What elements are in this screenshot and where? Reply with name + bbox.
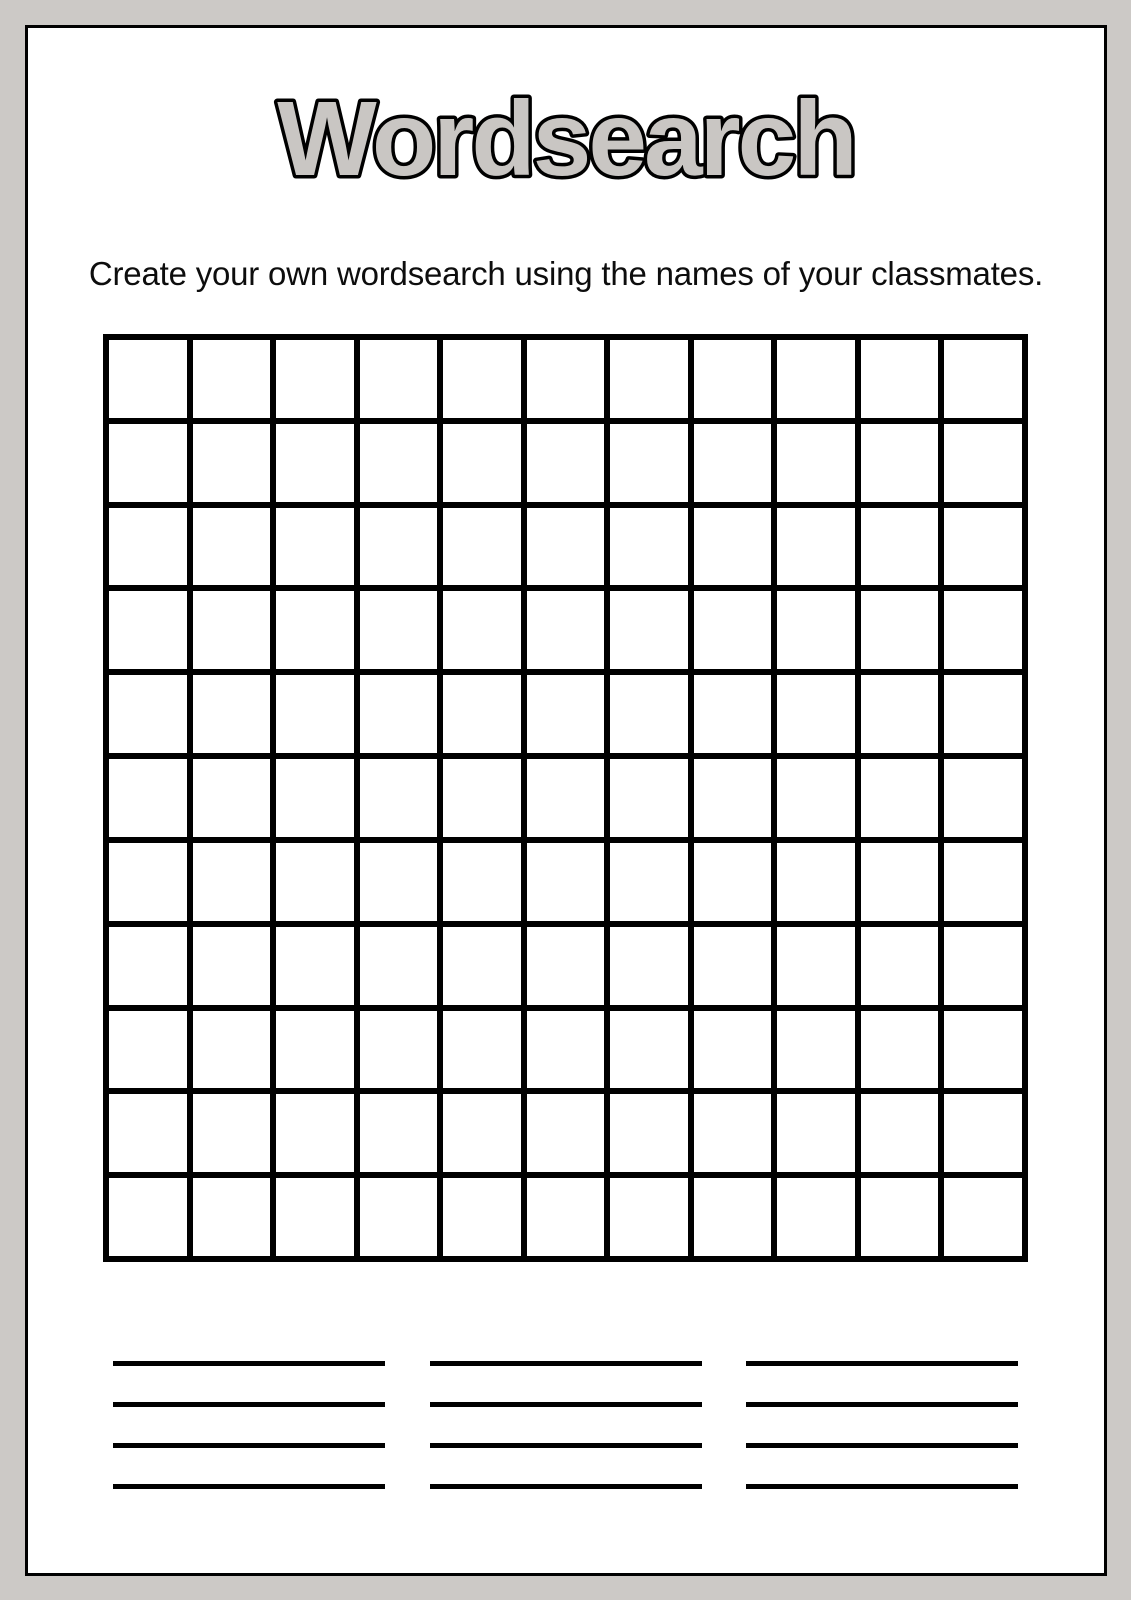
grid-cell <box>777 675 855 753</box>
answer-line-column <box>746 1361 1018 1489</box>
grid-cell <box>527 843 605 921</box>
grid-cell <box>276 675 354 753</box>
grid-cell <box>777 508 855 586</box>
answer-line <box>746 1402 1018 1407</box>
grid-cell <box>694 843 772 921</box>
answer-lines-section <box>113 1361 1018 1489</box>
grid-cell <box>109 759 187 837</box>
grid-cell <box>443 843 521 921</box>
grid-cell <box>944 508 1022 586</box>
grid-cell <box>360 424 438 502</box>
answer-line <box>113 1361 385 1366</box>
grid-cell <box>443 1094 521 1172</box>
grid-cell <box>694 1094 772 1172</box>
answer-line <box>113 1402 385 1407</box>
grid-cell <box>610 340 688 418</box>
grid-cell <box>694 340 772 418</box>
grid-cell <box>276 424 354 502</box>
grid-cell <box>527 759 605 837</box>
grid-cell <box>443 927 521 1005</box>
grid-cell <box>109 591 187 669</box>
grid-cell <box>694 591 772 669</box>
grid-cell <box>193 1178 271 1256</box>
grid-cell <box>276 508 354 586</box>
grid-cell <box>360 759 438 837</box>
grid-cell <box>109 424 187 502</box>
worksheet-page <box>25 25 1107 1576</box>
grid-cell <box>610 591 688 669</box>
grid-cell <box>276 1178 354 1256</box>
grid-cell <box>193 1094 271 1172</box>
grid-cell <box>527 1094 605 1172</box>
grid-cell <box>777 759 855 837</box>
grid-cell <box>527 340 605 418</box>
grid-cell <box>193 843 271 921</box>
grid-cell <box>944 1011 1022 1089</box>
grid-cell <box>193 340 271 418</box>
grid-cell <box>443 424 521 502</box>
grid-cell <box>360 340 438 418</box>
grid-cell <box>443 340 521 418</box>
grid-cell <box>694 1011 772 1089</box>
grid-cell <box>861 1178 939 1256</box>
grid-cell <box>861 927 939 1005</box>
grid-cell <box>777 424 855 502</box>
grid-cell <box>276 1094 354 1172</box>
grid-cell <box>861 759 939 837</box>
grid-cell <box>527 675 605 753</box>
grid-cell <box>527 424 605 502</box>
grid-cell <box>694 759 772 837</box>
grid-cell <box>360 927 438 1005</box>
grid-cell <box>694 424 772 502</box>
grid-cell <box>861 843 939 921</box>
grid-cell <box>193 675 271 753</box>
grid-cell <box>610 508 688 586</box>
grid-cell <box>360 1011 438 1089</box>
answer-line <box>113 1484 385 1489</box>
grid-cell <box>360 843 438 921</box>
grid-cell <box>777 1178 855 1256</box>
grid-cell <box>443 591 521 669</box>
grid-cell <box>610 759 688 837</box>
grid-cell <box>443 1178 521 1256</box>
answer-line <box>430 1443 702 1448</box>
grid-cell <box>527 927 605 1005</box>
grid-cell <box>944 927 1022 1005</box>
wordsearch-grid <box>103 334 1028 1262</box>
grid-cell <box>443 675 521 753</box>
grid-cell <box>777 1094 855 1172</box>
grid-cell <box>944 591 1022 669</box>
answer-line <box>430 1484 702 1489</box>
instruction-text: Create your own wordsearch using the names of your classmates. <box>88 255 1044 292</box>
grid-cell <box>610 1178 688 1256</box>
grid-cell <box>109 508 187 586</box>
grid-cell <box>777 927 855 1005</box>
answer-line <box>746 1484 1018 1489</box>
grid-cell <box>360 1178 438 1256</box>
grid-cell <box>777 340 855 418</box>
grid-cell <box>694 508 772 586</box>
grid-cell <box>610 1094 688 1172</box>
grid-cell <box>944 675 1022 753</box>
grid-cell <box>276 340 354 418</box>
answer-line-column <box>113 1361 385 1489</box>
grid-cell <box>276 1011 354 1089</box>
grid-cell <box>610 843 688 921</box>
grid-cell <box>527 1011 605 1089</box>
answer-line <box>746 1361 1018 1366</box>
grid-cell <box>861 1094 939 1172</box>
grid-cell <box>109 1011 187 1089</box>
grid-cell <box>694 1178 772 1256</box>
grid-cell <box>109 1094 187 1172</box>
grid-cell <box>360 591 438 669</box>
grid-cell <box>360 675 438 753</box>
grid-cell <box>109 843 187 921</box>
answer-line <box>430 1361 702 1366</box>
grid-cell <box>944 424 1022 502</box>
answer-line-column <box>430 1361 702 1489</box>
grid-cell <box>861 424 939 502</box>
grid-cell <box>527 1178 605 1256</box>
page-title-art <box>28 28 1104 238</box>
grid-cell <box>109 1178 187 1256</box>
answer-line <box>430 1402 702 1407</box>
grid-cell <box>861 1011 939 1089</box>
grid-cell <box>777 591 855 669</box>
grid-cell <box>944 340 1022 418</box>
grid-cell <box>276 591 354 669</box>
answer-line <box>746 1443 1018 1448</box>
grid-cell <box>193 1011 271 1089</box>
grid-cell <box>276 927 354 1005</box>
grid-cell <box>861 675 939 753</box>
grid-cell <box>944 759 1022 837</box>
grid-cell <box>360 508 438 586</box>
grid-cell <box>610 675 688 753</box>
grid-cell <box>193 927 271 1005</box>
grid-cell <box>109 927 187 1005</box>
page-title: Wordsearch <box>277 81 855 199</box>
grid-cell <box>360 1094 438 1172</box>
grid-cell <box>443 1011 521 1089</box>
grid-cell <box>610 927 688 1005</box>
grid-cell <box>443 508 521 586</box>
grid-cell <box>861 591 939 669</box>
grid-cell <box>193 759 271 837</box>
grid-cell <box>193 424 271 502</box>
grid-cell <box>694 927 772 1005</box>
grid-cell <box>861 340 939 418</box>
grid-cell <box>944 1094 1022 1172</box>
grid-cell <box>443 759 521 837</box>
grid-cell <box>610 1011 688 1089</box>
grid-cell <box>276 843 354 921</box>
grid-cell <box>944 843 1022 921</box>
grid-cell <box>861 508 939 586</box>
grid-cell <box>694 675 772 753</box>
grid-cell <box>109 340 187 418</box>
grid-cell <box>777 1011 855 1089</box>
grid-cell <box>527 591 605 669</box>
grid-cell <box>777 843 855 921</box>
grid-cell <box>527 508 605 586</box>
answer-line <box>113 1443 385 1448</box>
grid-cell <box>109 675 187 753</box>
grid-cell <box>276 759 354 837</box>
grid-cell <box>944 1178 1022 1256</box>
grid-cell <box>193 508 271 586</box>
grid-cell <box>610 424 688 502</box>
grid-cell <box>193 591 271 669</box>
